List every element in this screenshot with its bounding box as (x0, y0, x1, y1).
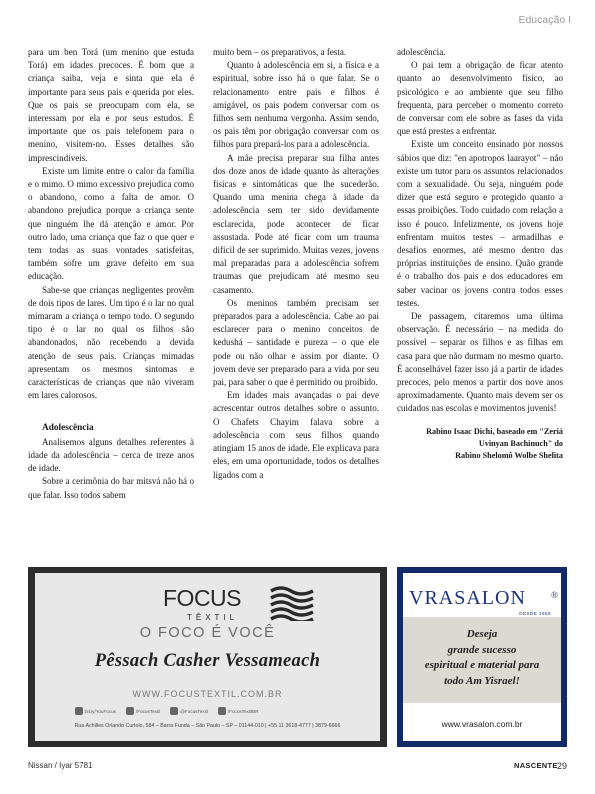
paragraph: muito bem – os preparativos, a festa. (213, 47, 347, 57)
youtube-icon (75, 707, 83, 715)
article-column-2 (213, 46, 379, 482)
message-line: Deseja (466, 628, 498, 640)
focus-website-link[interactable]: WWW.FOCUSTEXTIL.COM.BR (132, 689, 283, 699)
focus-socials (75, 707, 259, 715)
focus-logo (163, 583, 315, 625)
message-line: espiritual e material para (424, 659, 540, 671)
social-label: @FocusTextil (180, 708, 208, 714)
paragraph: Existe um limite entre o calor da família e o mimo. O mimo excessivo prejudica como o abandono, como a falta de amor. O abandono prejudica porque a criança sente que ninguém lhe dá atenção e amor. Por outro lado, uma criança que faz o que quer e tem todas as suas vontades satisfeitas, também sofre um grave defeito em sua educação. (28, 165, 194, 282)
vrasalon-website-link[interactable]: www.vrasalon.com.br (441, 719, 523, 729)
vrasalon-ad-panel (402, 572, 562, 742)
vrasalon-logo: VRASALON (409, 587, 526, 609)
registered-mark: ® (551, 590, 558, 600)
paragraph: Sabe-se que crianças negligentes provêm de dois tipos de lares. Um tipo é o lar no qual mimaram a criança o tempo todo. O segundo tipo é o lar no qual os filhos são abandonados, não recebendo a devida atenção de seus pais. Crianças mimadas apresentam os mesmos sintomas e características de crianças que não viveram em lares calorosos. (28, 284, 194, 401)
paragraph: Existe um conceito ensinado por nossos sábios que diz: "en apotropos laarayot" – não existe um tutor para os assuntos relacionados com a sexualidade. Ou seja, ninguém pode dizer que está seguro e protegido quanto a essas proibições. Todo cuidado com relação a isso é pouco. Infelizmente, os jovens hoje enfrentam muitos testes – armadilhas e desafios enormes, até mesmo dentro das próprias instituições de ensino. Quão grande é o trabalho dos pais e dos educadores em saber vacinar os jovens contra todos esses testes. (397, 139, 563, 308)
pinterest-icon (126, 707, 134, 715)
paragraph: A mãe precisa preparar sua filha antes dos doze anos de idade quanto às alterações físicas e sintomáticas que lhe sucederão. Quando uma menina chega à idade da adolescência sem ter sido devidamente esclarecida, pode acontecer de ficar assustada. Pode até ficar com um trauma difícil de ser suprimido. Muitas vezes, jovens mal preparadas para a adolescência sofrem traumas que prejudicam até mesmo seu casamento. (213, 152, 379, 295)
page-number: 29 (557, 761, 568, 771)
paragraph: para um ben Torá (um menino que estuda Torá) em idades precoces. É bom que a criança saiba, veja e sinta que ela é importante para seus pais e querida por eles. Que os pais se preocupam com ela, se interessam por ela e por seus estudos. É importante que os pais telefonem para o menino, visitem-no. Esses detalhes são imprescindíveis. (28, 47, 194, 163)
message-line: grande sucesso (447, 643, 517, 656)
signature-line: Uvinyan Bachinuch" do (478, 438, 563, 448)
article-column-1 (28, 46, 194, 502)
section-tag: Educação I (518, 14, 571, 26)
social-label: /FocusTextil (135, 708, 161, 714)
article-signature (397, 426, 563, 462)
social-facebook[interactable] (218, 707, 259, 715)
focus-textil-ad[interactable] (28, 567, 387, 747)
focus-ad-panel (35, 573, 380, 741)
instagram-icon (170, 707, 178, 715)
article-column-3 (397, 46, 563, 462)
social-instagram[interactable] (170, 707, 208, 715)
issue-label: Nissan / Iyar 5781 (28, 761, 93, 770)
paragraph: Os meninos também precisam ser preparados para a adolescência. Cabe ao pai esclarecer para o menino conceitos de kedushá – santidade e pureza – o que ele pode ou não olhar e assim por diante. O jovem deve ser preparado para a vida por seu pai, para saber o que é permitido ou proibido. (213, 297, 379, 388)
facebook-icon (218, 707, 226, 715)
paragraph: De passagem, citaremos uma última observação. É necessário – na medida do possível – separar os filhos e as filhas em casa para que não durmam no mesmo quarto. É aconselhável fazer isso já a partir de idades precoces, pelo menos a partir dos nove anos aproximadamente. Quanto mais devem ser os cuidados nas escolas e movimentos juvenis! (397, 311, 563, 414)
social-label: /FocusTextilBR (227, 708, 259, 714)
signature-line: Rabino Isaac Dichi, baseado em "Zeriá (426, 426, 563, 436)
paragraph: Sobre a cerimônia do bar mitsvá não há o que falar. Isso todos sabem (28, 476, 194, 500)
vrasalon-message (403, 627, 561, 689)
paragraph: adolescência. (397, 47, 446, 57)
social-youtube[interactable] (75, 707, 116, 715)
social-label: bit.ly/YouFocus (85, 708, 116, 714)
vrasalon-ad[interactable] (397, 567, 567, 747)
paragraph: Quanto à adolescência em si, a física e a espiritual, sobre isso há o que falar. Se o relacionamento entre pais e filhos é amigável, os pais podem conversar com os filhos sem nenhuma vergonha. Assim sendo, os pais têm por obrigação conversar com os filhos para prepará-los para a adolescência. (213, 60, 379, 150)
focus-brand-sub: TÊXTIL (187, 613, 239, 622)
fabric-waves-icon (269, 585, 315, 621)
magazine-logo: NASCENTE (514, 761, 558, 770)
message-line: todo Am Yisrael! (444, 674, 520, 687)
section-heading: Adolescência (42, 423, 94, 434)
signature-line: Rabino Shelomô Wolbe Shelita (455, 450, 563, 460)
social-pinterest[interactable] (126, 707, 160, 715)
focus-slogan: O FOCO É VOCÊ (139, 625, 276, 641)
focus-brand: FOCUS (163, 585, 241, 611)
paragraph: Em idades mais avançadas o pai deve acrescentar outros detalhes sobre o assunto. O Chafets Chayim falava sobre a adolescência com seus filhos quando atingiam 15 anos de idade. Ele explicava para eles, em uma oportunidade, todos os detalhes ligados com a (213, 390, 379, 480)
pessach-greeting: Pêssach Casher Vessameach (94, 651, 321, 671)
vrasalon-since: DESDE 1968 (519, 611, 551, 616)
paragraph: O pai tem a obrigação de ficar atento quanto ao desenvolvimento físico, ao psicológico e ao ambiente que seu filho frequenta, para perceber o momento correto de conversar com ele sobre as fases da vida que está prestes a enfrentar. (397, 60, 563, 137)
paragraph: Analisemos alguns detalhes referentes à idade da adolescência – cerca de treze anos de idade. (28, 436, 194, 474)
focus-address: Rua Achilles Orlando Curtolo, 584 – Barra Funda – São Paulo – SP – 01144-010 | +55 11 3618-4777 | 3879-6666 (74, 723, 341, 729)
